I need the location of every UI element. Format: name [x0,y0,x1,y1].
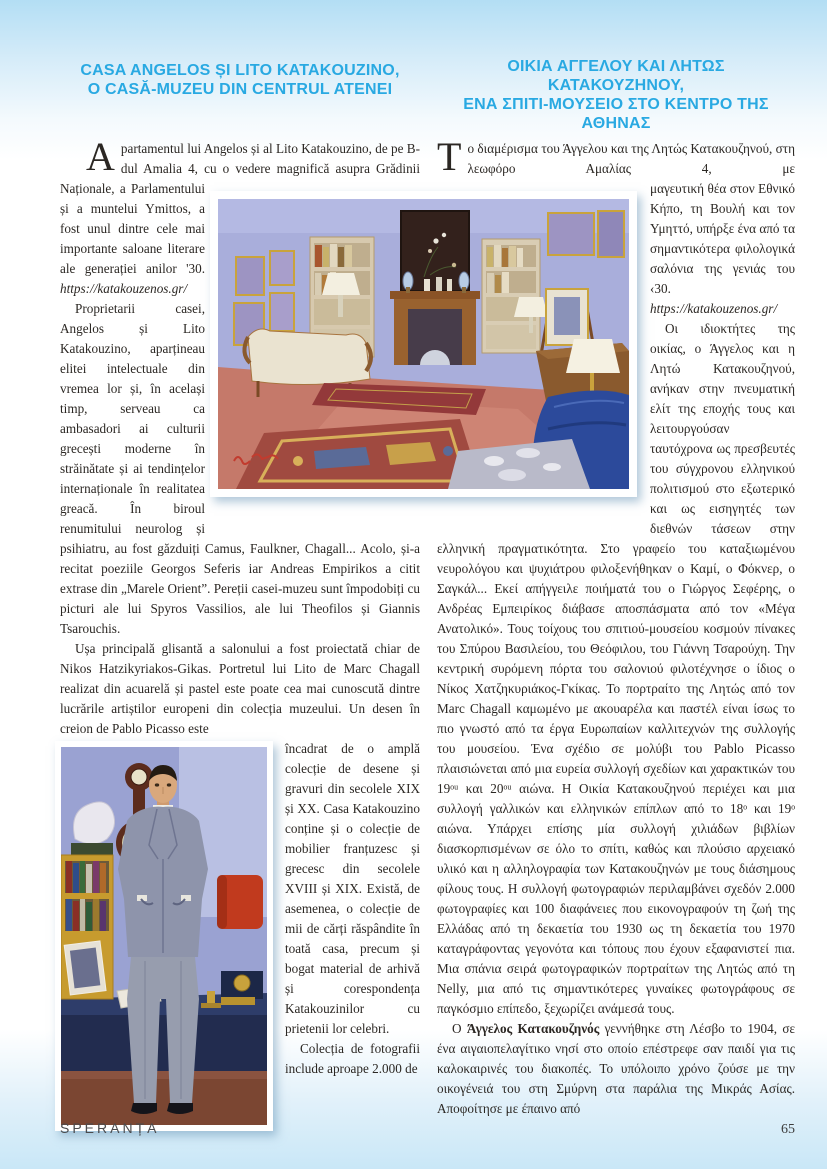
title-line: ΟΙΚΙΑ ΑΓΓΕΛΟΥ ΚΑΙ ΛΗΤΩΣ [507,58,725,75]
paragraph-ro-photos: Colecția de fotografii include aproape 2.000 de [285,1041,420,1076]
title-line: ΑΘΗΝΑΣ [581,115,651,132]
paragraph-gr-owners: Οι ιδιοκτήτες της οικίας, ο Άγγελος και η Λητώ Κατακουζηνού, ανήκαν στην πνευματική ελίτ της εποχής τους και λειτουργούσαν ταυτόχρονα ως πρεσβευτές του σύγχρονου ελληνικού πολιτισμού στο εξωτερικό και ως εισηγητές των διεθνών τάσεων στην ελληνική πραγματικότητα. Στο γραφείο του καταξιωμένου νευρολόγου και ψυχιάτρου φιλοξενήθηκαν ο Καμί, ο Φόκνερ, ο Σαγκάλ... Εκεί απήγγειλε ποιήματά του ο Γιώργος Σεφέρης, ο Ανδρέας Εμπειρίκος διάβασε αποσπάσματα από τον «Μέγα Ανατολικό». Τους τοίχους του σπιτιού-μουσείου κοσμούν πίνακες του Σπύρου Βασιλείου, του Θεόφιλου, του Γιάννη Τσαρούχη. Την κεντρική συρόμενη πόρτα του σαλονιού φιλοτέχνησε ο ίδιος ο Νίκος Χατζηκυριάκος-Γκίκας. Το πορτραίτο της Λητώς από τον Marc Chagall καμωμένο με ακουαρέλα και παστέλ είναι ίσως το πιο γνωστό από τα έργα Ευρωπαίων καλλιτεχνών της συλλογής του μουσείου. Ένα σχέδιο σε μολύβι του Pablo Picasso πλαισιώνεται από μια ευρεία συλλογή σχεδίων και χαρακτικών του 19ᵒᵘ και 20ᵒᵘ αιώνα. Η Οικία Κατακουζηνού περιέχει και μια συλλογή γαλλικών και ελληνικών επίπλων από το 18ᵒ και 19ᵒ αιώνα. Υπάρχει επίσης μία συλλογή χιλιάδων βιβλίων διασκορπισμένων σε όλο το σπίτι, καθώς και πλούσιο αρχειακό υλικό και η αλληλογραφία των Κατακουζηνών με τους διάσημους φίλους τους. Η συλλογή φωτογραφιών περιλαμβάνει σχεδόν 2.000 φωτογραφίες και 100 διαφάνειες που εικονογραφούν τη ζωή της Ελλάδας από τη δεκαετία του 1930 ως τη δεκαετία του 1970 καταγράφοντας γεγονότα και τόπους που έχουν εξαφανιστεί πια. Μια σπάνια σειρά φωτογραφικών πορτραίτων της Λητώς από τη Nelly, μια από τις σημαντικότερες γυναίκες φωτογράφους σε παγκόσμιο επίπεδο, ξεχωρίζει ανάμεσά τους. [437,321,795,1016]
paragraph-gr-biography [437,1019,795,1119]
article-title-romanian [60,55,420,139]
portrait-painting-canvas [61,747,267,1125]
paragraph-ro-collections-block [60,739,420,1079]
wall-frames-right [548,211,624,257]
website-url: https://katakouzenos.gr/ [650,301,778,316]
website-url: https://katakouzenos.gr/ [60,281,188,296]
paragraph-gr-intro [437,134,795,179]
drop-cap-gr: Τ [437,134,462,179]
article-title-greek [437,55,795,139]
magazine-name: SPERANȚA [60,1120,160,1136]
title-line: ΕΝΑ ΣΠΙΤΙ-ΜΟΥΣΕΙΟ ΣΤΟ ΚΕΝΤΡΟ ΤΗΣ [463,96,769,113]
page-number: 65 [781,1122,795,1137]
paragraph-text: μαγευτική θέα στον Εθνικό Κήπο, τη Βουλή και τον Υμηττό, υπήρξε ένα από τα σημαντικότερα φιλολογικά σαλόνια της γενιάς του ‹30. [650,181,795,296]
interior-painting-canvas [218,199,629,489]
paragraph-ro-owners: Proprietarii casei, Angelos și Lito Katakouzino, aparțineau elitei intelectuale din vremea lor și, în același timp, serveau ca ambasadori ai culturii grecești moderne în străinătate și ai tendințelor internaționale în realitatea greacă. În biroul renumitului neurolog și psihiatru, au fost găzduiți Camus, Faulkner, Chagall... Acolo, și-a recitat poeziile Georgos Seferis iar Andreas Empirikos a citit extrase din „Marele Orient”. Pereții casei-muzeu sunt împodobiți cu picturi ale lui Spyros Vassilios, ale lui Theofilos și Giannis Tsarouchis. [60,301,420,636]
title-line: O CASĂ-MUZEU DIN CENTRUL ATENEI [87,81,393,98]
paragraph-text: Naționale, a Parlamentului și a muntelui Ymittos, a fost unul dintre cele mai importante saloane literare ale generației anilor '30. [60,181,205,276]
bookshelf-right [482,239,540,353]
desk-front [61,1015,267,1071]
paragraph-ro-collections: încadrat de o amplă colecție de desene și gravuri din secolele XIX și XX. Casa Katakouzino conține și o colecție de mobilier franțuzesc și grecesc din secolele XVIII și XIX. Există, de asemenea, o colecție de mii de cărți răspândite în toată casa, precum și bogat material de arhivă și corespondența Katakouzinilor cu prietenii lor celebri. [285,741,420,1036]
paragraph-text: ο διαμέρισμα του Άγγελου και της Λητώς Κατακουζηνού, στη λεωφόρο Αμαλίας 4, με [467,141,795,176]
paragraph-text: partamentul lui Angelos și al Lito Katakouzino, de pe B-dul Amalia 4, cu o vedere magnifică asupra Grădinii [120,141,420,176]
portrait-painting [55,741,273,1131]
title-line: CASA ANGELOS ȘI LITO KATAKOUZINO, [80,62,400,79]
title-line: ΚΑΤΑΚΟΥΖΗΝΟΥ, [547,77,685,94]
paragraph-text: γεννήθηκε στη Λέσβο το 1904, σε ένα αιγαιοπελαγίτικο νησί στο οποίο επέστρεφε σαν παιδί για τις καλοκαιρινές του διακοπές. Το υπόλοιπο χρόνο ζούσε με την οικογένειά του στη Σμύρνη στα παράλια της Μικράς Ασίας. Αποφοίτησε με έπαινο από [437,1021,795,1116]
person-name-bold: Άγγελος Κατακουζηνός [466,1021,600,1036]
page-footer [60,1120,795,1138]
drop-cap-ro: A [86,134,115,179]
framed-photo [64,941,106,995]
interior-painting [210,191,637,497]
paragraph-ro-door-portrait: Ușa principală glisantă a salonului a fost proiectată chiar de Nikos Hatzikyriakos-Gikas. Portretul lui Lito de Marc Chagall realizat din acuarelă și pastel este poate cea mai cunoscută dintre lucrările artiștilor europeni din colecția muzeului. Un desen în creion de Pablo Picasso este [60,641,420,736]
bookshelf [61,855,113,999]
paragraph-text: Ο [452,1021,467,1036]
paragraph-ro-intro [60,134,420,179]
